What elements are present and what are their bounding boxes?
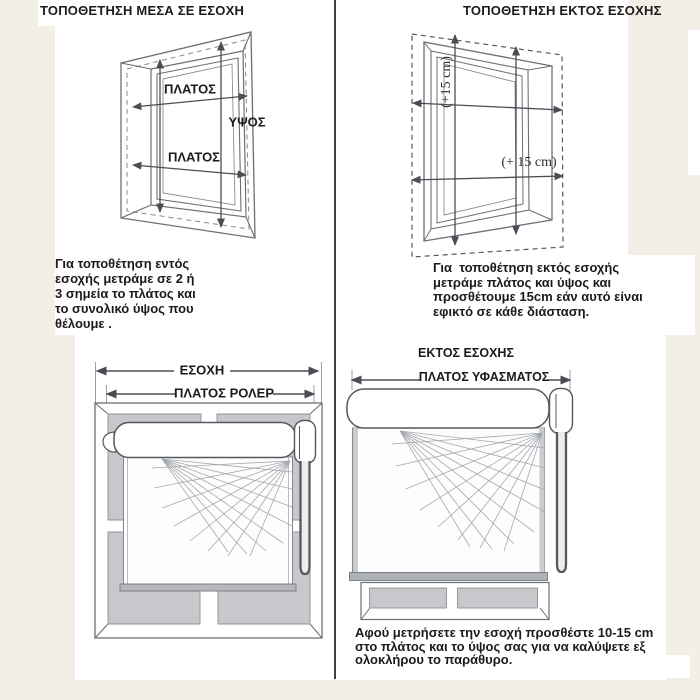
recess-width-label: ΕΣΟΧΗ (179, 362, 225, 378)
roller-width-label: ΠΛΑΤΟΣ ΡΟΛΕΡ (173, 385, 275, 401)
title-outside-recess-bottom: ΕΚΤΟΣ ΕΣΟΧΗΣ (418, 346, 514, 360)
section-divider (334, 0, 336, 679)
height-plus-label: (+15 cm) (439, 56, 454, 108)
fabric-width-label: ΠΛΑΤΟΣ ΥΦΑΣΜΑΤΟΣ (418, 370, 550, 384)
width-plus-label: (+ 15 cm) (501, 155, 557, 170)
height-label: ΥΨΟΣ (228, 114, 266, 130)
title-inside-recess: ΤΟΠΟΘΕΤΗΣΗ ΜΕΣΑ ΣΕ ΕΣΟΧΗ (40, 3, 245, 18)
blind-outside-recess-diagram (340, 360, 630, 625)
panel-right-strip (688, 30, 700, 175)
title-outside-recess: ΤΟΠΟΘΕΤΗΣΗ ΕΚΤΟΣ ΕΣΟΧΗΣ (463, 3, 662, 18)
note-inside-recess: Για τοποθέτηση εντός εσοχής μετράμε σε 2 ή 3 σημεία το πλάτος και το συνολικό ύψος που θέλουμε . (55, 256, 196, 331)
window-outside-diagram (395, 28, 580, 263)
width-label-top: ΠΛΑΤΟΣ (164, 81, 216, 97)
width-label-bottom: ΠΛΑΤΟΣ (168, 149, 220, 165)
window-recess-diagram (90, 25, 305, 250)
note-outside-measure: Αφού μετρήσετε την εσοχή προσθέστε 10-15 cm στο πλάτος και το ύψος σας για να καλύψετε εξ ολοκλήρου το παράθυρο. (355, 625, 654, 667)
note-outside-recess: Για τοποθέτηση εκτός εσοχής μετράμε πλάτος και ύψος και προσθέτουμε 15cm εάν αυτό είναι εφικτό σε κάθε διάσταση. (433, 260, 643, 319)
